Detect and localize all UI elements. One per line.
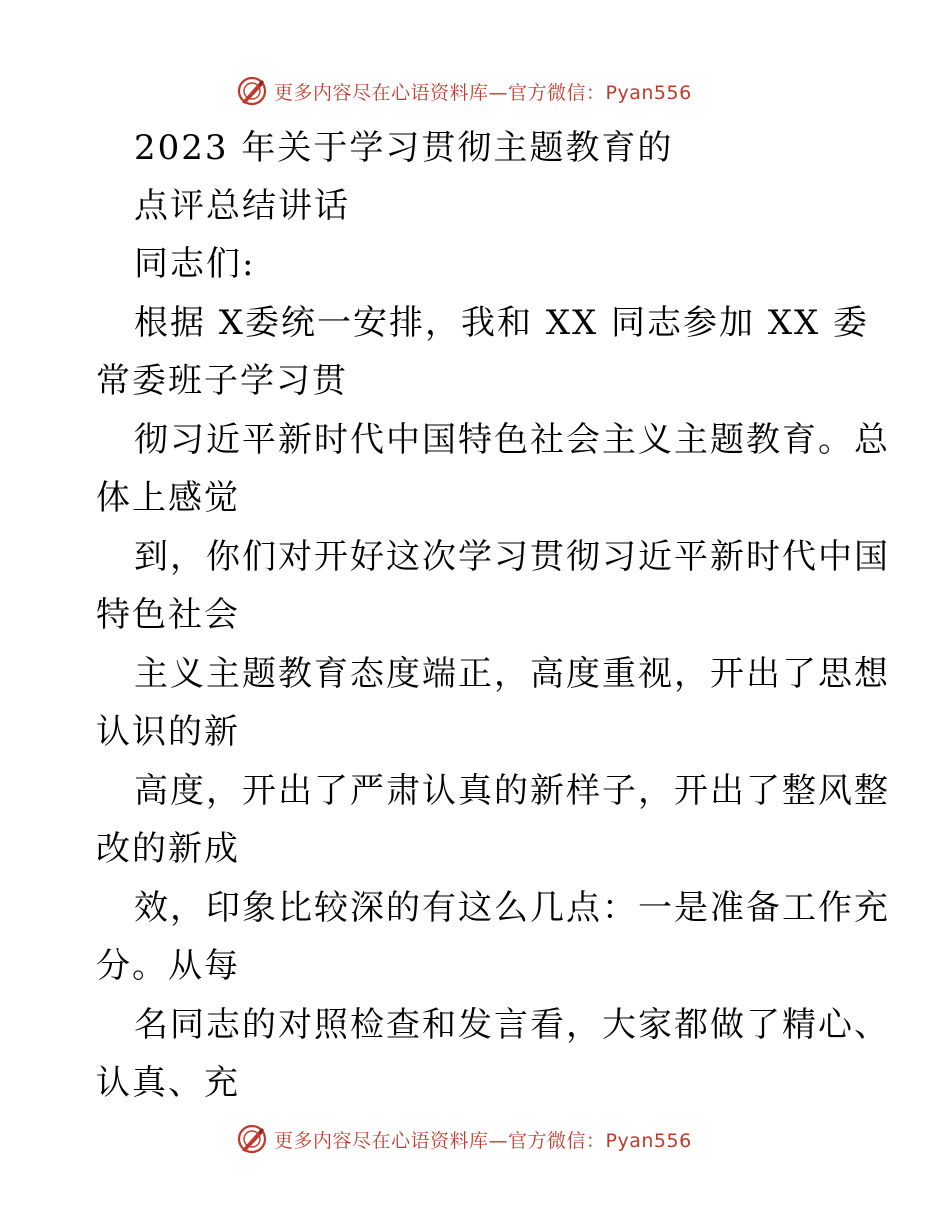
body-line: 分。从每 — [96, 946, 240, 986]
document-title-line-1: 2023 年关于学习贯彻主题教育的 — [134, 128, 674, 168]
body-line: 同志们: — [134, 244, 256, 284]
body-line: 主义主题教育态度端正，高度重视，开出了思想 — [134, 654, 890, 694]
watermark-text: 更多内容尽在心语资料库—官方微信：Pyan556 — [274, 1129, 692, 1152]
body-line: 改的新成 — [96, 829, 240, 869]
pen-logo-icon — [236, 1123, 268, 1155]
header-watermark — [236, 73, 692, 109]
body-line: 根据 X委统一安排，我和 XX 同志参加 XX 委 — [134, 303, 870, 343]
body-line: 体上感觉 — [96, 478, 240, 518]
watermark-text: 更多内容尽在心语资料库—官方微信：Pyan556 — [274, 81, 692, 104]
body-line: 常委班子学习贯 — [96, 361, 348, 401]
footer-watermark — [236, 1121, 692, 1157]
body-line: 名同志的对照检查和发言看，大家都做了精心、 — [134, 1005, 890, 1045]
body-line: 特色社会 — [96, 595, 240, 635]
body-line: 高度，开出了严肃认真的新样子，开出了整风整 — [134, 771, 890, 811]
body-line: 彻习近平新时代中国特色社会主义主题教育。总 — [134, 420, 890, 460]
body-line: 到，你们对开好这次学习贯彻习近平新时代中国 — [134, 537, 890, 577]
body-line: 认识的新 — [96, 712, 240, 752]
body-line: 认真、充 — [96, 1063, 240, 1103]
pen-logo-icon — [236, 75, 268, 107]
body-line: 效，印象比较深的有这么几点：一是准备工作充 — [134, 888, 890, 928]
document-title-line-2: 点评总结讲话 — [134, 186, 350, 226]
